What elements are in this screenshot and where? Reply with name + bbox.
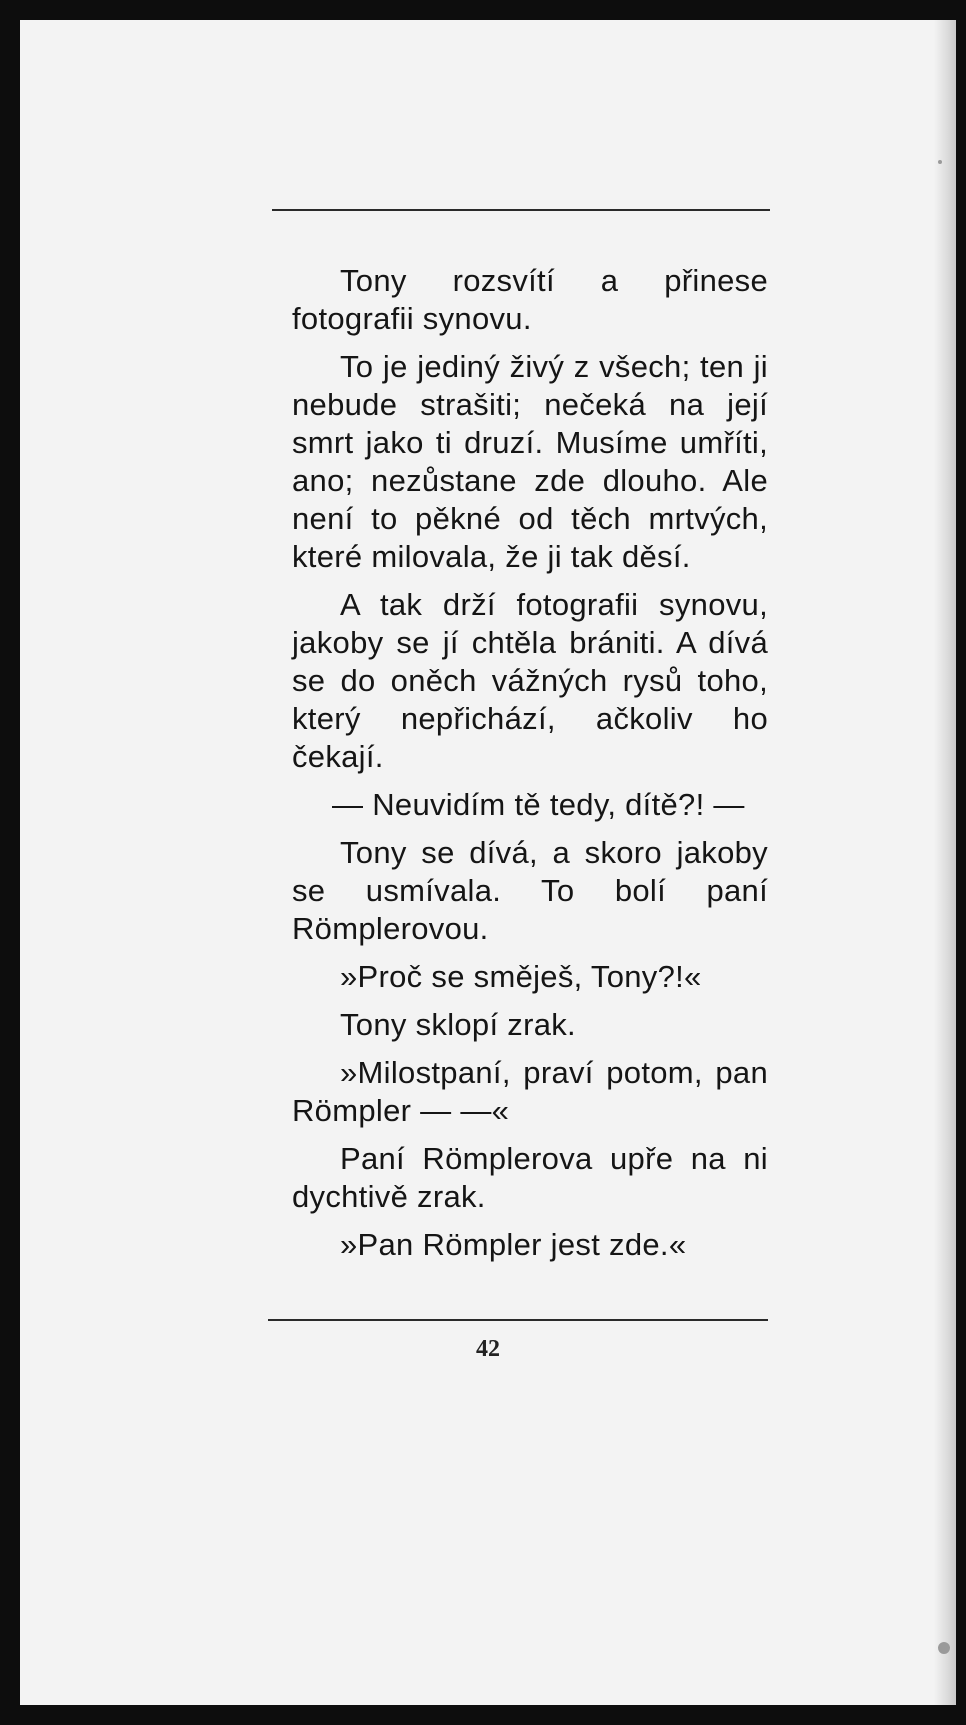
book-page [20,20,956,1705]
paragraph: Tony sklopí zrak. [340,1007,576,1042]
dialogue-line: »Pan Römpler jest zde.« [340,1227,687,1262]
dialogue-line: »Milostpaní, praví potom, pan Römpler — —« [292,1055,768,1128]
body-text [292,262,768,1274]
paragraph: Tony se dívá, a skoro jakoby se usmívala. To bolí paní Römplerovou. [292,835,768,946]
paper-speck [938,160,942,164]
top-rule [272,209,770,211]
bottom-rule [268,1319,768,1321]
page-edge-shadow [934,20,956,1705]
paragraph: A tak drží fotografii synovu, jakoby se jí chtěla brániti. A dívá se do oněch vážných rysů toho, který nepřichází, ačkoliv ho čekají. [292,587,768,774]
paragraph: Tony rozsvítí a přinese fotografii synovu. [292,263,768,336]
paper-speck [938,1642,950,1654]
paragraph: To je jediný živý z všech; ten ji nebude strašiti; nečeká na její smrt jako ti druzí. Musíme umříti, ano; nezůstane zde dlouho. Ale není to pěkné od těch mrtvých, které milovala, že ji tak děsí. [292,349,768,574]
dialogue-line: — Neuvidím tě tedy, dítě?! — [332,787,745,822]
paragraph: Paní Römplerova upře na ni dychtivě zrak. [292,1141,768,1214]
dialogue-line: »Proč se směješ, Tony?!« [340,959,702,994]
page-number: 42 [476,1336,500,1362]
